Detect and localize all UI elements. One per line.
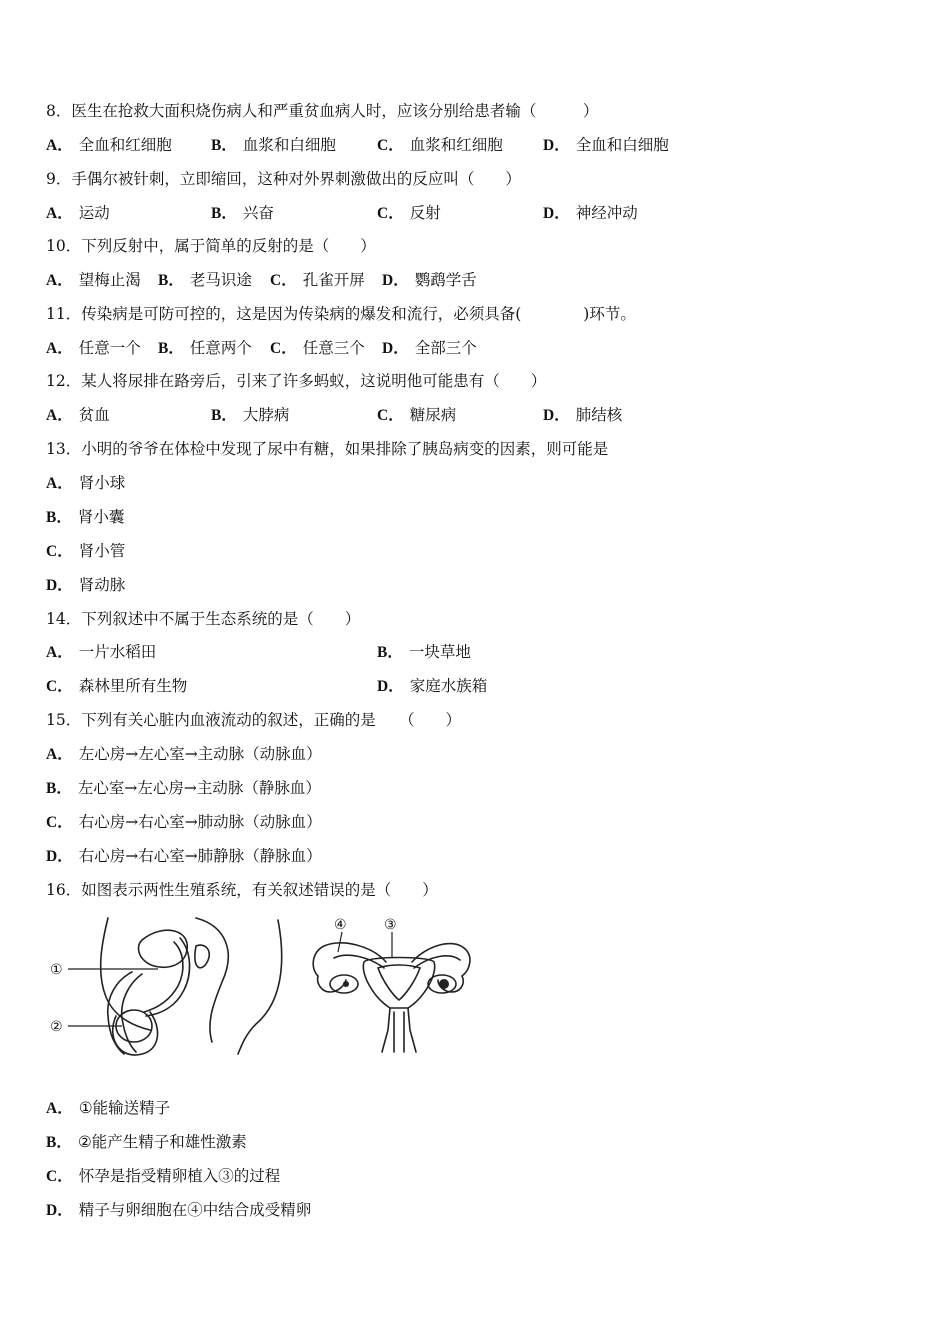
option-9-d: D． 神经冲动 bbox=[543, 204, 638, 222]
option-14-a: A． 一片水稻田 bbox=[46, 643, 157, 661]
option-16-d: D． 精子与卵细胞在④中结合成受精卵 bbox=[46, 1201, 312, 1219]
option-10-d: D． 鹦鹉学舌 bbox=[382, 271, 477, 289]
option-15-c: C． 右心房→右心室→肺动脉（动脉血） bbox=[46, 813, 322, 831]
option-16-c: C． 怀孕是指受精卵植入③的过程 bbox=[46, 1167, 281, 1185]
question-15-stem: 15．下列有关心脏内血液流动的叙述，正确的是 （ ） bbox=[46, 711, 461, 729]
option-15-a: A． 左心房→左心室→主动脉（动脉血） bbox=[46, 745, 322, 763]
option-10-b: B． 老马识途 bbox=[158, 271, 252, 289]
male-system-drawing bbox=[101, 918, 282, 1055]
option-8-c: C． 血浆和红细胞 bbox=[377, 136, 503, 154]
option-11-a: A． 任意一个 bbox=[46, 339, 141, 357]
ovary-follicle-right bbox=[439, 979, 449, 989]
option-11-b: B． 任意两个 bbox=[158, 339, 252, 357]
option-8-a: A． 全血和红细胞 bbox=[46, 136, 172, 154]
reproductive-systems-figure bbox=[46, 912, 476, 1062]
option-13-b: B． 肾小囊 bbox=[46, 508, 125, 526]
label-1: ① bbox=[50, 962, 63, 978]
option-16-a: A． ①能输送精子 bbox=[46, 1099, 171, 1117]
question-11-stem: 11．传染病是可防可控的，这是因为传染病的爆发和流行，必须具备( )环节。 bbox=[46, 305, 636, 323]
option-14-c: C． 森林里所有生物 bbox=[46, 677, 188, 695]
option-9-a: A． 运动 bbox=[46, 204, 110, 222]
option-15-b: B． 左心室→左心房→主动脉（静脉血） bbox=[46, 779, 321, 797]
option-9-b: B． 兴奋 bbox=[211, 204, 274, 222]
option-16-b: B． ②能产生精子和雄性激素 bbox=[46, 1133, 247, 1151]
option-9-c: C． 反射 bbox=[377, 204, 441, 222]
option-14-b: B． 一块草地 bbox=[377, 643, 471, 661]
question-8-stem: 8．医生在抢救大面积烧伤病人和严重贫血病人时，应该分别给患者输（ ） bbox=[46, 102, 599, 120]
option-11-c: C． 任意三个 bbox=[270, 339, 365, 357]
question-16-stem: 16．如图表示两性生殖系统，有关叙述错误的是（ ） bbox=[46, 881, 438, 899]
question-12-stem: 12．某人将尿排在路旁后，引来了许多蚂蚁，这说明他可能患有（ ） bbox=[46, 372, 547, 390]
option-13-d: D． 肾动脉 bbox=[46, 576, 126, 594]
question-10-stem: 10．下列反射中，属于简单的反射的是（ ） bbox=[46, 237, 376, 255]
question-9-stem: 9．手偶尔被针刺，立即缩回，这种对外界刺激做出的反应叫（ ） bbox=[46, 170, 521, 188]
option-12-a: A． 贫血 bbox=[46, 406, 110, 424]
option-11-d: D． 全部三个 bbox=[382, 339, 477, 357]
ovary-follicle-left bbox=[343, 981, 349, 987]
option-14-d: D． 家庭水族箱 bbox=[377, 677, 488, 695]
option-12-b: B． 大脖病 bbox=[211, 406, 290, 424]
question-13-stem: 13．小明的爷爷在体检中发现了尿中有糖，如果排除了胰岛病变的因素，则可能是 bbox=[46, 440, 609, 458]
option-13-a: A． 肾小球 bbox=[46, 474, 126, 492]
female-system-drawing bbox=[313, 943, 470, 1052]
option-12-c: C． 糖尿病 bbox=[377, 406, 457, 424]
label-4: ④ bbox=[334, 917, 347, 933]
label-3: ③ bbox=[384, 917, 397, 933]
question-14-stem: 14．下列叙述中不属于生态系统的是（ ） bbox=[46, 610, 361, 628]
option-10-c: C． 孔雀开屏 bbox=[270, 271, 365, 289]
option-12-d: D． 肺结核 bbox=[543, 406, 623, 424]
option-8-b: B． 血浆和白细胞 bbox=[211, 136, 336, 154]
option-8-d: D． 全血和白细胞 bbox=[543, 136, 669, 154]
reproductive-diagram bbox=[46, 912, 476, 1062]
option-13-c: C． 肾小管 bbox=[46, 542, 126, 560]
option-15-d: D． 右心房→右心室→肺静脉（静脉血） bbox=[46, 847, 322, 865]
label-2: ② bbox=[50, 1019, 63, 1035]
option-10-a: A． 望梅止渴 bbox=[46, 271, 141, 289]
